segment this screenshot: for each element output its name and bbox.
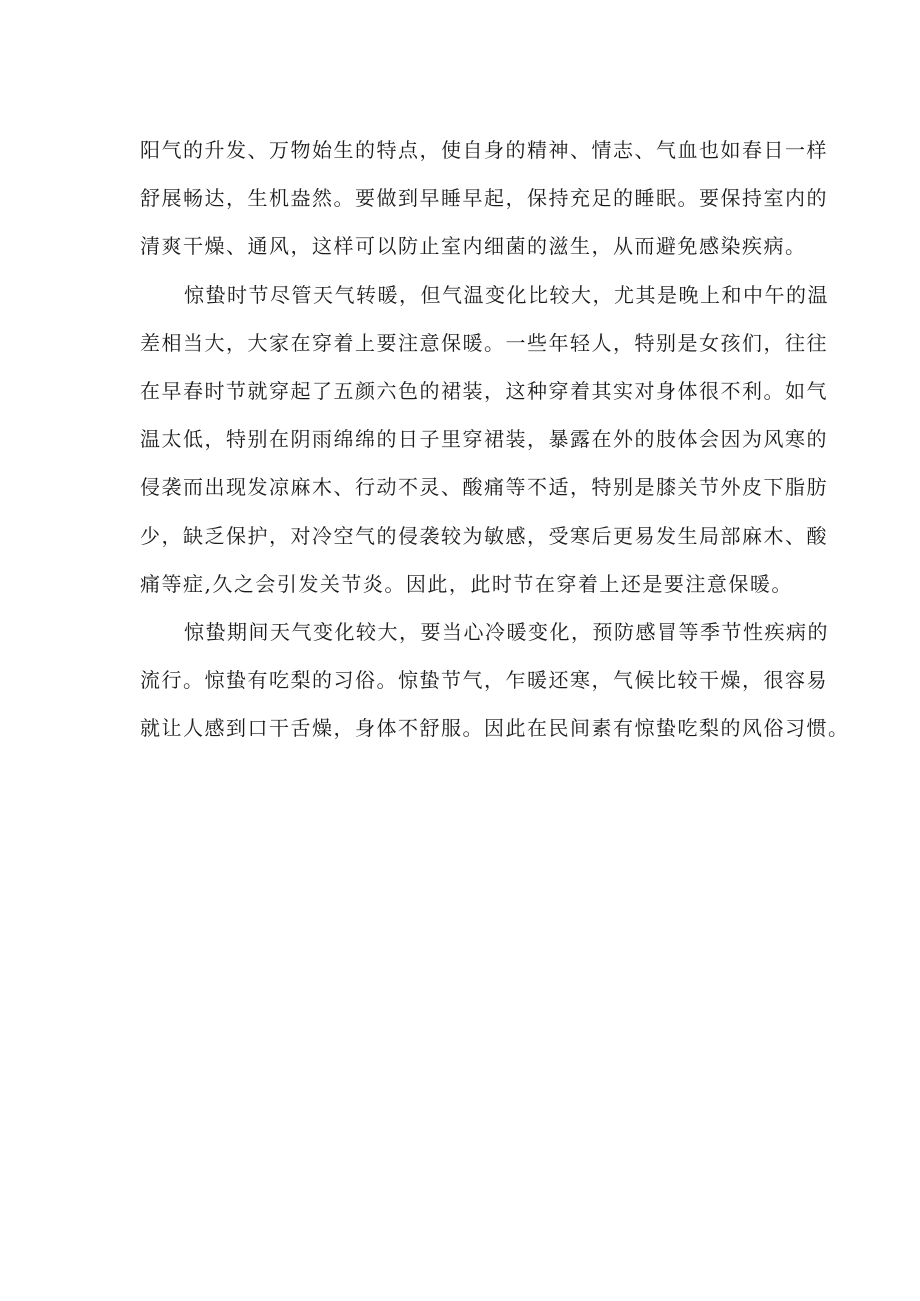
text-line: 少，缺乏保护，对冷空气的侵袭较为敏感，受寒后更易发生局部麻木、酸 <box>140 523 828 548</box>
text-line: 温太低，特别在阴雨绵绵的日子里穿裙装，暴露在外的肢体会因为风寒的 <box>140 427 828 452</box>
text-line: 差相当大，大家在穿着上要注意保暖。一些年轻人，特别是女孩们，往往 <box>140 330 828 355</box>
text-line: 阳气的升发、万物始生的特点，使自身的精神、情志、气血也如春日一样 <box>140 138 828 162</box>
text-line: 流行。惊蛰有吃梨的习俗。惊蛰节气，乍暖还寒，气候比较干燥，很容易 <box>140 668 828 693</box>
text-line: 惊蛰时节尽管天气转暖，但气温变化比较大，尤其是晚上和中午的温 <box>184 282 829 307</box>
paragraph-1 <box>140 126 828 271</box>
paragraph-3 <box>140 608 850 753</box>
text-line: 在早春时节就穿起了五颜六色的裙装，这种穿着其实对身体很不利。如气 <box>140 379 828 404</box>
text-line: 痛等症,久之会引发关节炎。因此，此时节在穿着上还是要注意保暖。 <box>140 571 793 596</box>
text-line: 惊蛰期间天气变化较大，要当心冷暖变化，预防感冒等季节性疾病的 <box>184 620 829 645</box>
text-line: 清爽干燥、通风，这样可以防止室内细菌的滋生，从而避免感染疾病。 <box>140 234 807 259</box>
text-line: 侵袭而出现发凉麻木、行动不灵、酸痛等不适，特别是膝关节外皮下脂肪 <box>140 475 828 500</box>
text-line: 就让人感到口干舌燥，身体不舒服。因此在民间素有惊蛰吃梨的风俗习惯。 <box>140 716 850 741</box>
text-line: 舒展畅达，生机盎然。要做到早睡早起，保持充足的睡眠。要保持室内的 <box>140 186 828 211</box>
paragraph-2 <box>140 271 829 608</box>
document-body <box>140 126 850 753</box>
